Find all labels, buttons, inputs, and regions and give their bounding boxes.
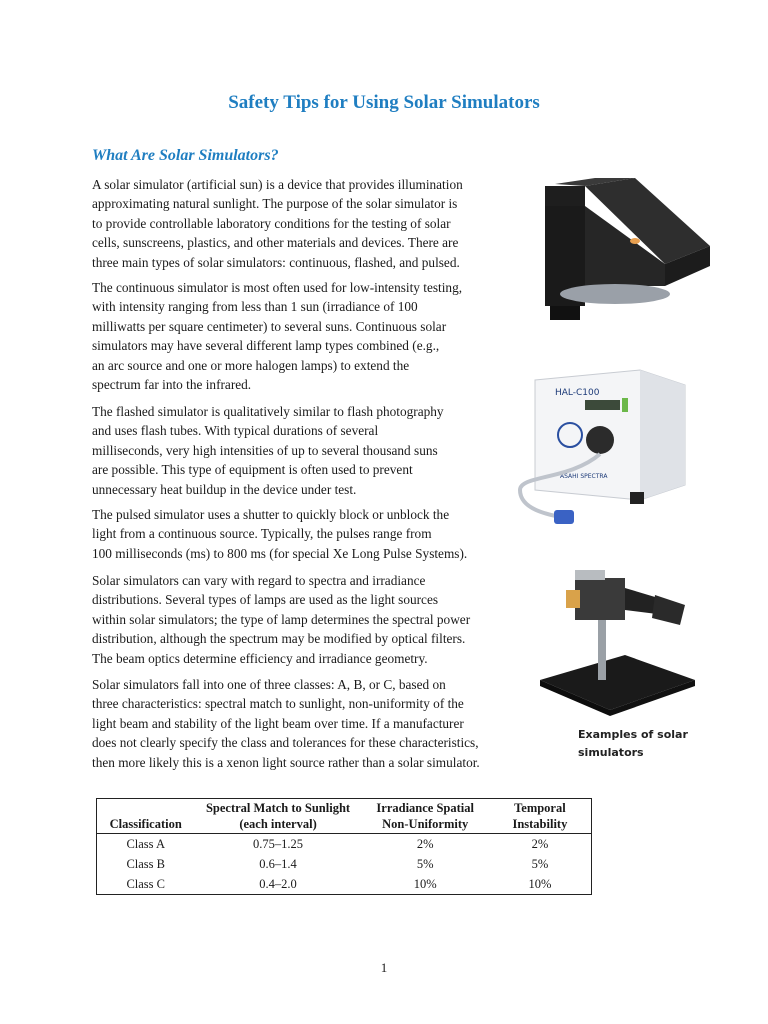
hal-indicator <box>622 398 628 412</box>
lamp-label <box>566 590 580 608</box>
table-cell: 0.6–1.4 <box>259 857 297 871</box>
image-caption: Examples of solar simulators <box>578 728 688 759</box>
table-cell: Class B <box>126 857 165 871</box>
table-cell: Class A <box>126 837 165 851</box>
simulator-lamp-glow <box>630 238 640 244</box>
simulator-output-lens <box>560 284 670 304</box>
table-header-row <box>97 799 592 834</box>
solar-simulator-photo-1 <box>525 176 715 326</box>
lamp-housing <box>575 578 625 620</box>
output-mirror <box>652 595 685 625</box>
lamp-top <box>575 570 605 580</box>
hal-cable-end <box>554 510 574 524</box>
paragraph-pulsed: The pulsed simulator uses a shutter to quickly block or unblock the light from a continuous source. Typically, the pulses range from 100 milliseconds (ms) to 800 ms (for special Xe Long Pulse Systems). <box>92 507 468 561</box>
paragraph-intro: A solar simulator (artificial sun) is a device that provides illumination approximating natural sunlight. The purpose of the solar simulator is to provide controllable laboratory conditions for the testing of solar cells, sunscreens, plastics, and other materials and devices. There are three main types of solar simulators: continuous, flashed, and pulsed. <box>92 177 463 270</box>
table-cell: 5% <box>416 857 434 871</box>
simulator-base <box>550 306 580 320</box>
table-row <box>97 834 592 855</box>
hal-display <box>585 400 620 410</box>
hal-output-port <box>586 426 614 454</box>
table-header-cell: Spectral Match to Sunlight (each interval) <box>205 801 351 831</box>
table-row <box>97 874 592 895</box>
page-number: 1 <box>380 960 388 975</box>
solar-simulator-photo-3 <box>530 560 700 720</box>
paragraph-classes: Solar simulators fall into one of three classes: A, B, or C, based on three characteristics: spectral match to sunlight, non-uniformity of the light beam and stability of the light beam over time. If a manufacturer does not clearly specify the class and tolerances for these characteristics, then more likely this is a xenon light source rather than a solar simulator. <box>92 677 480 770</box>
table-cell: 0.75–1.25 <box>253 837 304 851</box>
table-cell: 0.4–2.0 <box>259 877 297 891</box>
table-cell: Class C <box>126 877 165 891</box>
paragraph-continuous: The continuous simulator is most often used for low-intensity testing, with intensity ranging from less than 1 sun (irradiance of 100 milliwatts per square centimeter) to several suns. Continuous solar simulators may have several different lamp types combined (e.g., an arc source and one or more halogen lamps) to extend the spectrum far into the infrared. <box>92 280 463 393</box>
table-cell: 10% <box>528 877 552 891</box>
hal-c100-photo <box>510 360 700 545</box>
hal-model-label: HAL-C100 <box>555 388 600 398</box>
hal-foot <box>630 492 644 504</box>
table-row <box>97 854 592 874</box>
paragraph-flashed: The flashed simulator is qualitatively similar to flash photography and uses flash tubes. With typical durations of several milliseconds, very high intensities of up to several thousand suns are possible. This type of equipment is often used to prevent unnecessary heat buildup in the device under test. <box>92 404 444 497</box>
page-title: Safety Tips for Using Solar Simulators <box>228 92 540 113</box>
breadboard-top <box>540 655 695 710</box>
paragraph-spectra: Solar simulators can vary with regard to spectra and irradiance distributions. Several types of lamps are used as the light sources within solar simulators; the type of lamp determines the spectral power distribution, although the spectrum may be modified by optical filters. The beam optics determine efficiency and irradiance geometry. <box>92 573 471 666</box>
table-cell: 2% <box>531 837 549 851</box>
table-cell: 10% <box>413 877 437 891</box>
simulator-lamp-head <box>545 186 585 206</box>
classification-table <box>96 798 592 895</box>
table-header-cell: Irradiance Spatial Non-Uniformity <box>376 801 474 831</box>
table-header-cell: Temporal Instability <box>512 801 568 831</box>
table-cell: 5% <box>531 857 549 871</box>
table-header-cell: Classification <box>109 817 182 831</box>
hal-side-panel <box>640 370 685 500</box>
section-heading: What Are Solar Simulators? <box>92 147 279 164</box>
hal-brand-label: ASAHI SPECTRA <box>560 473 608 480</box>
table-cell: 2% <box>416 837 434 851</box>
post-stand <box>598 620 606 680</box>
